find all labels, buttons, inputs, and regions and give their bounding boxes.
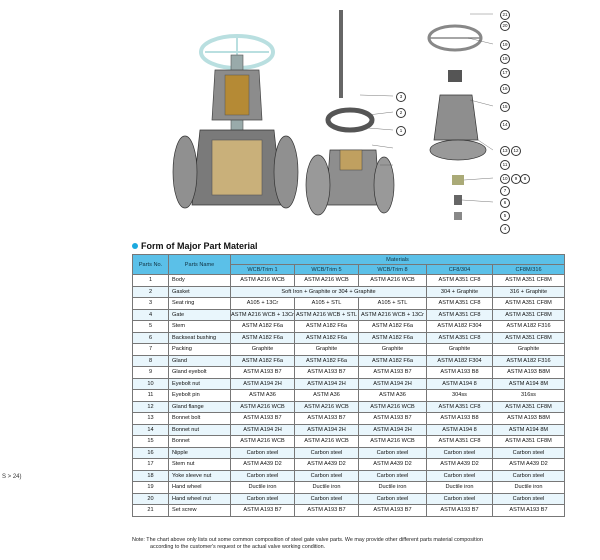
material-cell: ASTM A351 CF8M bbox=[493, 332, 565, 344]
callout-number: 15 bbox=[500, 102, 510, 112]
material-cell: ASTM A216 WCB bbox=[231, 436, 295, 448]
table-row bbox=[133, 447, 565, 459]
material-cell: ASTM A193 B7 bbox=[493, 505, 565, 517]
part-name-cell: Set screw bbox=[169, 505, 231, 517]
material-cell: ASTM A216 WCB bbox=[295, 436, 359, 448]
material-cell: ASTM A193 B7 bbox=[231, 505, 295, 517]
part-name-cell: Packing bbox=[169, 344, 231, 356]
callout-number: 5 bbox=[500, 211, 510, 221]
material-cell: Graphite bbox=[427, 344, 493, 356]
material-cell: ASTM A194 2H bbox=[231, 424, 295, 436]
table-row bbox=[133, 344, 565, 356]
material-cell: Soft Iron + Graphite or 304 + Graphite bbox=[231, 286, 427, 298]
part-name-cell: Body bbox=[169, 275, 231, 287]
part-no-cell: 21 bbox=[133, 505, 169, 517]
table-row bbox=[133, 355, 565, 367]
material-cell: ASTM A193 B7 bbox=[359, 505, 427, 517]
table-row bbox=[133, 378, 565, 390]
material-cell: ASTM A182 F6a bbox=[295, 332, 359, 344]
material-cell: Graphite bbox=[359, 344, 427, 356]
material-cell: ASTM A36 bbox=[359, 390, 427, 402]
callout-number: 20 bbox=[500, 21, 510, 31]
material-cell: 304 + Graphite bbox=[427, 286, 493, 298]
material-cell: ASTM A351 CF8 bbox=[427, 401, 493, 413]
material-cell: ASTM A439 D2 bbox=[231, 459, 295, 471]
material-cell: Carbon steel bbox=[493, 447, 565, 459]
material-cell: ASTM A351 CF8 bbox=[427, 332, 493, 344]
table-row bbox=[133, 493, 565, 505]
material-cell: Ductile iron bbox=[493, 482, 565, 494]
valve-illustration bbox=[0, 0, 600, 240]
material-cell: ASTM A351 CF8 bbox=[427, 309, 493, 321]
callout-number: 14 bbox=[500, 120, 510, 130]
material-cell: A105 + STL bbox=[295, 298, 359, 310]
callout-number: 4 bbox=[500, 224, 510, 234]
exploded-body-drawing bbox=[306, 10, 394, 215]
material-cell: ASTM A216 WCB + 13Cr bbox=[231, 309, 295, 321]
material-cell: Carbon steel bbox=[493, 470, 565, 482]
part-name-cell: Stem bbox=[169, 321, 231, 333]
material-cell: ASTM A194 8M bbox=[493, 378, 565, 390]
header-material: CF8/304 bbox=[427, 265, 493, 275]
material-cell: Carbon steel bbox=[359, 493, 427, 505]
part-name-cell: Gland flange bbox=[169, 401, 231, 413]
table-row bbox=[133, 436, 565, 448]
part-name-cell: Gate bbox=[169, 309, 231, 321]
part-name-cell: Nipple bbox=[169, 447, 231, 459]
material-cell: ASTM A193 B7 bbox=[295, 413, 359, 425]
part-no-cell: 14 bbox=[133, 424, 169, 436]
material-cell: ASTM A439 D2 bbox=[493, 459, 565, 471]
material-cell: Carbon steel bbox=[359, 447, 427, 459]
material-cell: ASTM A351 CF8M bbox=[493, 298, 565, 310]
material-cell: ASTM A182 F6a bbox=[295, 321, 359, 333]
part-no-cell: 15 bbox=[133, 436, 169, 448]
material-cell: ASTM A216 WCB bbox=[359, 436, 427, 448]
material-cell: ASTM A182 F316 bbox=[493, 321, 565, 333]
part-name-cell: Gasket bbox=[169, 286, 231, 298]
material-cell: Carbon steel bbox=[427, 493, 493, 505]
exploded-bonnet-drawing bbox=[429, 26, 486, 220]
material-cell: Carbon steel bbox=[295, 493, 359, 505]
material-cell: ASTM A351 CF8 bbox=[427, 298, 493, 310]
material-cell: ASTM A216 WCB bbox=[295, 401, 359, 413]
header-materials: Materials bbox=[231, 255, 565, 265]
material-cell: ASTM A216 WCB + 13Cr bbox=[359, 309, 427, 321]
material-cell: ASTM A351 CF8M bbox=[493, 401, 565, 413]
bullet-icon bbox=[132, 243, 138, 249]
callout-number: 16 bbox=[500, 84, 510, 94]
material-cell: ASTM A193 B7 bbox=[295, 505, 359, 517]
part-no-cell: 6 bbox=[133, 332, 169, 344]
callout-number: 13 bbox=[500, 146, 510, 156]
material-cell: ASTM A439 D2 bbox=[427, 459, 493, 471]
part-name-cell: Backseat bushing bbox=[169, 332, 231, 344]
part-name-cell: Bonnet bbox=[169, 436, 231, 448]
material-cell: Carbon steel bbox=[359, 470, 427, 482]
material-cell: ASTM A194 2H bbox=[295, 378, 359, 390]
table-row bbox=[133, 367, 565, 379]
part-no-cell: 9 bbox=[133, 367, 169, 379]
material-cell: ASTM A194 2H bbox=[231, 378, 295, 390]
material-cell: ASTM A194 8M bbox=[493, 424, 565, 436]
callout-number: 9 bbox=[511, 174, 521, 184]
part-no-cell: 4 bbox=[133, 309, 169, 321]
material-cell: Graphite bbox=[231, 344, 295, 356]
part-name-cell: Eyebolt nut bbox=[169, 378, 231, 390]
table-row bbox=[133, 332, 565, 344]
part-no-cell: 8 bbox=[133, 355, 169, 367]
part-name-cell: Gland eyebolt bbox=[169, 367, 231, 379]
part-no-cell: 11 bbox=[133, 390, 169, 402]
material-cell: A105 + STL bbox=[359, 298, 427, 310]
table-row bbox=[133, 413, 565, 425]
material-cell: ASTM A216 WCB bbox=[231, 275, 295, 287]
material-cell: ASTM A216 WCB bbox=[359, 401, 427, 413]
footnote-line: according to the customer's request or the actual valve working condition. bbox=[150, 544, 326, 550]
table-row bbox=[133, 505, 565, 517]
header-material: CF8M/316 bbox=[493, 265, 565, 275]
callout-number: 8 bbox=[520, 174, 530, 184]
callout-number: 17 bbox=[500, 68, 510, 78]
table-row bbox=[133, 321, 565, 333]
part-name-cell: Seat ring bbox=[169, 298, 231, 310]
material-cell: ASTM A193 B8M bbox=[493, 367, 565, 379]
part-name-cell: Bonnet nut bbox=[169, 424, 231, 436]
table-body bbox=[133, 275, 565, 517]
table-row bbox=[133, 401, 565, 413]
table-row bbox=[133, 275, 565, 287]
callout-number: 1 bbox=[396, 126, 406, 136]
part-name-cell: Yoke sleeve nut bbox=[169, 470, 231, 482]
material-cell: Carbon steel bbox=[295, 447, 359, 459]
section-title-text: Form of Major Part Material bbox=[141, 241, 258, 251]
callout-number: 11 bbox=[500, 160, 510, 170]
part-no-cell: 2 bbox=[133, 286, 169, 298]
callout-number: 18 bbox=[500, 54, 510, 64]
callout-number: 3 bbox=[396, 92, 406, 102]
callout-number: 12 bbox=[511, 146, 521, 156]
material-cell: Carbon steel bbox=[427, 470, 493, 482]
table-row bbox=[133, 298, 565, 310]
part-name-cell: Stem nut bbox=[169, 459, 231, 471]
material-cell: ASTM A439 D2 bbox=[359, 459, 427, 471]
part-name-cell: Hand wheel bbox=[169, 482, 231, 494]
callout-number: 19 bbox=[500, 40, 510, 50]
part-name-cell: Gland bbox=[169, 355, 231, 367]
part-name-cell: Hand wheel nut bbox=[169, 493, 231, 505]
table-row bbox=[133, 309, 565, 321]
material-cell: Graphite bbox=[295, 344, 359, 356]
part-no-cell: 17 bbox=[133, 459, 169, 471]
material-cell: Carbon steel bbox=[231, 493, 295, 505]
material-cell: ASTM A351 CF8M bbox=[493, 309, 565, 321]
footnote bbox=[132, 537, 572, 551]
material-cell: ASTM A182 F6a bbox=[359, 321, 427, 333]
material-cell: ASTM A351 CF8 bbox=[427, 436, 493, 448]
material-cell: ASTM A216 WCB + STL bbox=[295, 309, 359, 321]
material-cell: ASTM A193 B7 bbox=[427, 505, 493, 517]
table-row bbox=[133, 424, 565, 436]
material-cell: ASTM A193 B8 bbox=[427, 413, 493, 425]
material-cell: ASTM A193 B7 bbox=[295, 367, 359, 379]
table-row bbox=[133, 286, 565, 298]
callout-number: 21 bbox=[500, 10, 510, 20]
table-row bbox=[133, 482, 565, 494]
material-cell: ASTM A194 8 bbox=[427, 424, 493, 436]
material-cell: ASTM A216 WCB bbox=[231, 401, 295, 413]
cutaway-valve-drawing bbox=[173, 36, 298, 208]
part-no-cell: 1 bbox=[133, 275, 169, 287]
part-no-cell: 12 bbox=[133, 401, 169, 413]
table-row bbox=[133, 459, 565, 471]
material-cell: ASTM A351 CF8 bbox=[427, 275, 493, 287]
callout-number: 10 bbox=[500, 174, 510, 184]
material-cell: ASTM A182 F6a bbox=[295, 355, 359, 367]
material-cell: Ductile iron bbox=[359, 482, 427, 494]
part-no-cell: 5 bbox=[133, 321, 169, 333]
section-title bbox=[132, 241, 258, 251]
material-cell: ASTM A36 bbox=[231, 390, 295, 402]
material-cell: ASTM A439 D2 bbox=[295, 459, 359, 471]
side-note: S > 24) bbox=[2, 474, 22, 480]
part-no-cell: 18 bbox=[133, 470, 169, 482]
part-no-cell: 16 bbox=[133, 447, 169, 459]
material-cell: ASTM A351 CF8M bbox=[493, 436, 565, 448]
material-cell: 316ss bbox=[493, 390, 565, 402]
part-no-cell: 13 bbox=[133, 413, 169, 425]
material-cell: ASTM A193 B7 bbox=[231, 413, 295, 425]
callout-number: 7 bbox=[500, 186, 510, 196]
material-cell: 304ss bbox=[427, 390, 493, 402]
material-cell: Graphite bbox=[493, 344, 565, 356]
material-cell: ASTM A193 B8 bbox=[427, 367, 493, 379]
material-cell: ASTM A182 F6a bbox=[231, 332, 295, 344]
material-cell: ASTM A194 2H bbox=[359, 424, 427, 436]
material-cell: Carbon steel bbox=[295, 470, 359, 482]
material-cell: ASTM A182 F304 bbox=[427, 321, 493, 333]
material-cell: ASTM A194 2H bbox=[295, 424, 359, 436]
footnote-line: Note: The chart above only lists out some common composition of steel gate valve parts. We may provide other different parts material composition bbox=[132, 537, 483, 543]
materials-table bbox=[132, 254, 565, 517]
material-cell: Carbon steel bbox=[231, 470, 295, 482]
part-no-cell: 3 bbox=[133, 298, 169, 310]
material-cell: ASTM A193 B7 bbox=[359, 413, 427, 425]
part-no-cell: 10 bbox=[133, 378, 169, 390]
material-cell: ASTM A36 bbox=[295, 390, 359, 402]
material-cell: A105 + 13Cr bbox=[231, 298, 295, 310]
material-cell: Ductile iron bbox=[295, 482, 359, 494]
material-cell: ASTM A351 CF8M bbox=[493, 275, 565, 287]
part-no-cell: 19 bbox=[133, 482, 169, 494]
part-no-cell: 20 bbox=[133, 493, 169, 505]
part-name-cell: Bonnet bolt bbox=[169, 413, 231, 425]
part-no-cell: 7 bbox=[133, 344, 169, 356]
header-material: WCB/Trim 1 bbox=[231, 265, 295, 275]
header-material: WCB/Trim 5 bbox=[295, 265, 359, 275]
material-cell: ASTM A193 B7 bbox=[359, 367, 427, 379]
header-parts-name: Parts Name bbox=[169, 255, 231, 275]
material-cell: ASTM A182 F6a bbox=[231, 355, 295, 367]
part-name-cell: Eyebolt pin bbox=[169, 390, 231, 402]
material-cell: 316 + Graphite bbox=[493, 286, 565, 298]
material-cell: Carbon steel bbox=[231, 447, 295, 459]
material-cell: Carbon steel bbox=[427, 447, 493, 459]
material-cell: Ductile iron bbox=[427, 482, 493, 494]
material-cell: ASTM A182 F6a bbox=[359, 332, 427, 344]
material-cell: ASTM A194 8 bbox=[427, 378, 493, 390]
material-cell: ASTM A182 F316 bbox=[493, 355, 565, 367]
material-cell: ASTM A216 WCB bbox=[295, 275, 359, 287]
material-cell: ASTM A182 F6a bbox=[231, 321, 295, 333]
header-material: WCB/Trim 8 bbox=[359, 265, 427, 275]
material-cell: ASTM A182 F304 bbox=[427, 355, 493, 367]
material-cell: Carbon steel bbox=[493, 493, 565, 505]
table-row bbox=[133, 470, 565, 482]
callout-number: 6 bbox=[500, 198, 510, 208]
callout-number: 2 bbox=[396, 108, 406, 118]
material-cell: ASTM A193 B7 bbox=[231, 367, 295, 379]
table-row bbox=[133, 390, 565, 402]
header-parts-no: Parts No. bbox=[133, 255, 169, 275]
material-cell: Ductile iron bbox=[231, 482, 295, 494]
material-cell: ASTM A193 B8M bbox=[493, 413, 565, 425]
material-cell: ASTM A182 F6a bbox=[359, 355, 427, 367]
material-cell: ASTM A216 WCB bbox=[359, 275, 427, 287]
table-header-row bbox=[133, 255, 565, 265]
material-cell: ASTM A194 2H bbox=[359, 378, 427, 390]
